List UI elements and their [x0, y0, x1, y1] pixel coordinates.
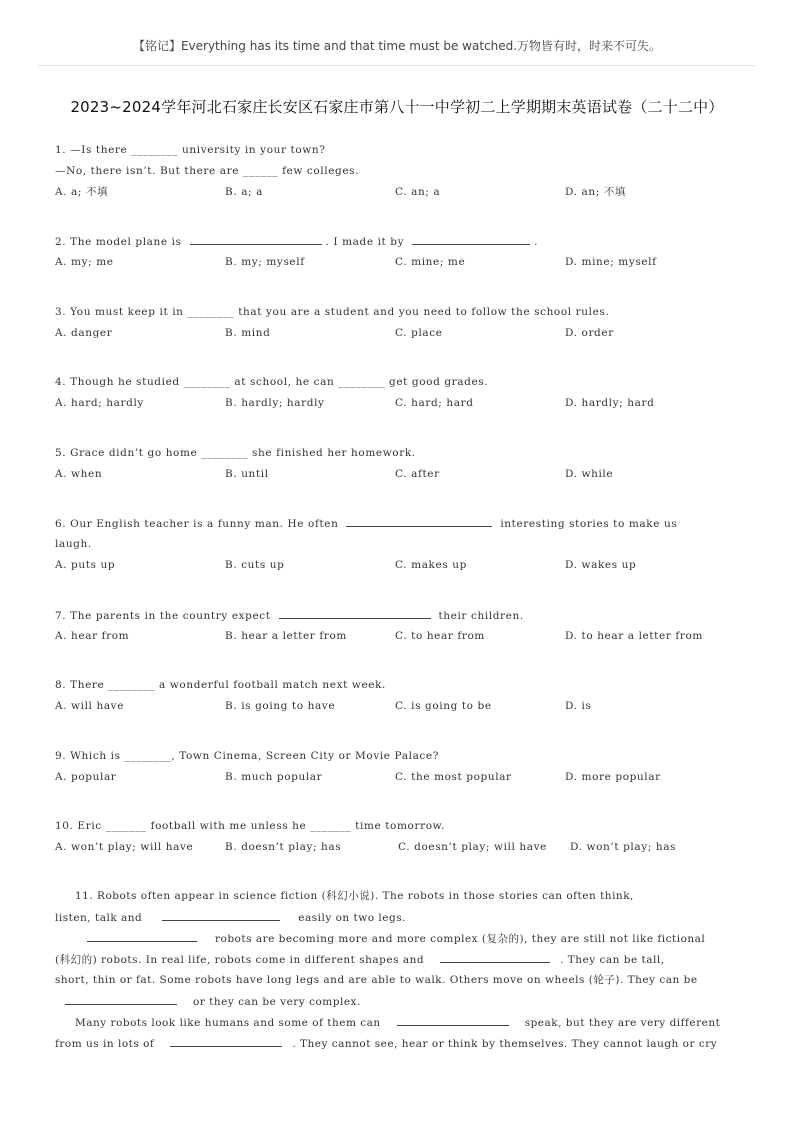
option-d[interactable]: D. while	[565, 468, 614, 480]
option-c[interactable]: C. is going to be	[395, 700, 492, 712]
question-6	[55, 513, 745, 576]
passage-text: easily on two legs.	[298, 912, 406, 924]
option-c[interactable]: C. after	[395, 468, 440, 480]
cloze-passage	[55, 886, 745, 1054]
option-d[interactable]: D. mine; myself	[565, 256, 657, 268]
page-motto: 【铭记】Everything has its time and that time must be watched.万物皆有时，时来不可失。	[132, 39, 662, 53]
question-text: —No, there isn’t. But there are ______ few colleges.	[55, 165, 360, 177]
answer-blank[interactable]	[412, 231, 530, 245]
answer-blank[interactable]	[170, 1033, 282, 1047]
question-text: 1. —Is there ________ university in your town?	[55, 144, 326, 156]
passage-text: speak, but they are very different	[524, 1017, 721, 1029]
exam-title: 2023~2024学年河北石家庄长安区石家庄市第八十一中学初二上学期期末英语试卷（二十二中）	[70, 98, 724, 116]
passage-text: Many robots look like humans and some of them can	[75, 1017, 381, 1029]
header-divider	[38, 65, 756, 66]
option-a[interactable]: A. will have	[55, 700, 125, 712]
question-text: laugh.	[55, 538, 92, 550]
question-text	[55, 513, 745, 534]
option-b[interactable]: B. until	[225, 468, 269, 480]
option-b[interactable]: B. much popular	[225, 771, 323, 783]
options-row	[55, 182, 745, 203]
question-text: 9. Which is ________, Town Cinema, Screen City or Movie Palace?	[55, 750, 439, 762]
passage-line	[55, 991, 745, 1012]
options-row	[55, 767, 745, 788]
passage-text: (科幻的) robots. In real life, robots come in different shapes and	[55, 954, 425, 966]
options-row	[55, 323, 745, 344]
option-b[interactable]: B. is going to have	[225, 700, 336, 712]
question-text	[55, 605, 745, 626]
answer-blank[interactable]	[65, 991, 177, 1005]
option-a[interactable]: A. hard; hardly	[55, 397, 144, 409]
option-a[interactable]: A. won’t play; will have	[55, 841, 194, 853]
passage-line	[55, 1012, 745, 1033]
option-a[interactable]: A. puts up	[55, 559, 116, 571]
option-b[interactable]: B. my; myself	[225, 256, 305, 268]
option-a[interactable]: A. popular	[55, 771, 117, 783]
question-text: 4. Though he studied ________ at school, he can ________ get good grades.	[55, 376, 489, 388]
question-9	[55, 746, 745, 788]
question-4	[55, 372, 745, 414]
option-b[interactable]: B. hardly; hardly	[225, 397, 325, 409]
passage-line	[55, 1033, 745, 1054]
options-row	[55, 393, 745, 414]
question-text-part: 6. Our English teacher is a funny man. He often	[55, 518, 343, 530]
answer-blank[interactable]	[397, 1012, 509, 1026]
passage-text: from us in lots of	[55, 1038, 155, 1050]
option-b[interactable]: B. mind	[225, 327, 271, 339]
option-c[interactable]: C. the most popular	[395, 771, 512, 783]
option-d[interactable]: D. wakes up	[565, 559, 637, 571]
option-a[interactable]: A. danger	[55, 327, 113, 339]
option-d[interactable]: D. hardly; hard	[565, 397, 655, 409]
option-a[interactable]: A. my; me	[55, 256, 114, 268]
question-text: 5. Grace didn’t go home ________ she finished her homework.	[55, 447, 416, 459]
passage-text: or they can be very complex.	[193, 996, 361, 1008]
passage-line: short, thin or fat. Some robots have long legs and are able to walk. Others move on wheels (轮子). They can be	[55, 974, 698, 986]
question-text	[55, 231, 745, 252]
option-a[interactable]: A. hear from	[55, 630, 130, 642]
question-2	[55, 231, 745, 273]
answer-blank[interactable]	[346, 513, 492, 527]
answer-blank[interactable]	[162, 907, 280, 921]
option-c[interactable]: C. doesn’t play; will have	[398, 841, 547, 853]
option-c[interactable]: C. mine; me	[395, 256, 466, 268]
passage-text: . They can be tall,	[560, 954, 665, 966]
options-row	[55, 252, 745, 273]
question-3	[55, 302, 745, 344]
option-d[interactable]: D. order	[565, 327, 614, 339]
options-row	[55, 464, 745, 485]
option-c[interactable]: C. makes up	[395, 559, 467, 571]
option-d[interactable]: D. more popular	[565, 771, 661, 783]
option-c[interactable]: C. an; a	[395, 186, 441, 198]
option-d[interactable]: D. to hear a letter from	[565, 630, 703, 642]
option-d[interactable]: D. won’t play; has	[570, 841, 677, 853]
options-row	[55, 837, 745, 858]
passage-line	[55, 907, 745, 928]
option-d[interactable]: D. an; 不填	[565, 186, 627, 198]
option-c[interactable]: C. place	[395, 327, 443, 339]
question-10	[55, 816, 745, 858]
answer-blank[interactable]	[190, 231, 322, 245]
options-row	[55, 626, 745, 647]
option-c[interactable]: C. to hear from	[395, 630, 485, 642]
option-a[interactable]: A. a; 不填	[55, 186, 109, 198]
answer-blank[interactable]	[440, 949, 550, 963]
answer-blank[interactable]	[87, 928, 197, 942]
question-8	[55, 675, 745, 717]
answer-blank[interactable]	[279, 605, 431, 619]
option-b[interactable]: B. cuts up	[225, 559, 285, 571]
option-b[interactable]: B. a; a	[225, 186, 263, 198]
option-b[interactable]: B. doesn’t play; has	[225, 841, 342, 853]
question-text-part: their children.	[434, 610, 524, 622]
option-a[interactable]: A. when	[55, 468, 103, 480]
options-row	[55, 696, 745, 717]
question-text: 3. You must keep it in ________ that you are a student and you need to follow the school rules.	[55, 306, 610, 318]
passage-text: listen, talk and	[55, 912, 143, 924]
question-text-part: 2. The model plane is	[55, 236, 186, 248]
question-7	[55, 605, 745, 647]
passage-line	[55, 928, 745, 949]
passage-text: . They cannot see, hear or think by themselves. They cannot laugh or cry	[292, 1038, 718, 1050]
option-d[interactable]: D. is	[565, 700, 592, 712]
passage-line	[55, 949, 745, 970]
question-text: 10. Eric _______ football with me unless he _______ time tomorrow.	[55, 820, 445, 832]
question-1	[55, 140, 745, 203]
question-text-part: .	[534, 236, 539, 248]
question-text: 8. There ________ a wonderful football match next week.	[55, 679, 386, 691]
question-text-part: 7. The parents in the country expect	[55, 610, 275, 622]
question-text-part: . I made it by	[325, 236, 409, 248]
question-text-part: interesting stories to make us	[496, 518, 678, 530]
passage-text: robots are becoming more and more complex (复杂的), they are still not like fictional	[215, 933, 706, 945]
option-b[interactable]: B. hear a letter from	[225, 630, 347, 642]
question-5	[55, 443, 745, 485]
option-c[interactable]: C. hard; hard	[395, 397, 474, 409]
passage-line: 11. Robots often appear in science fiction (科幻小说). The robots in those stories can often think,	[75, 890, 634, 902]
options-row	[55, 555, 745, 576]
